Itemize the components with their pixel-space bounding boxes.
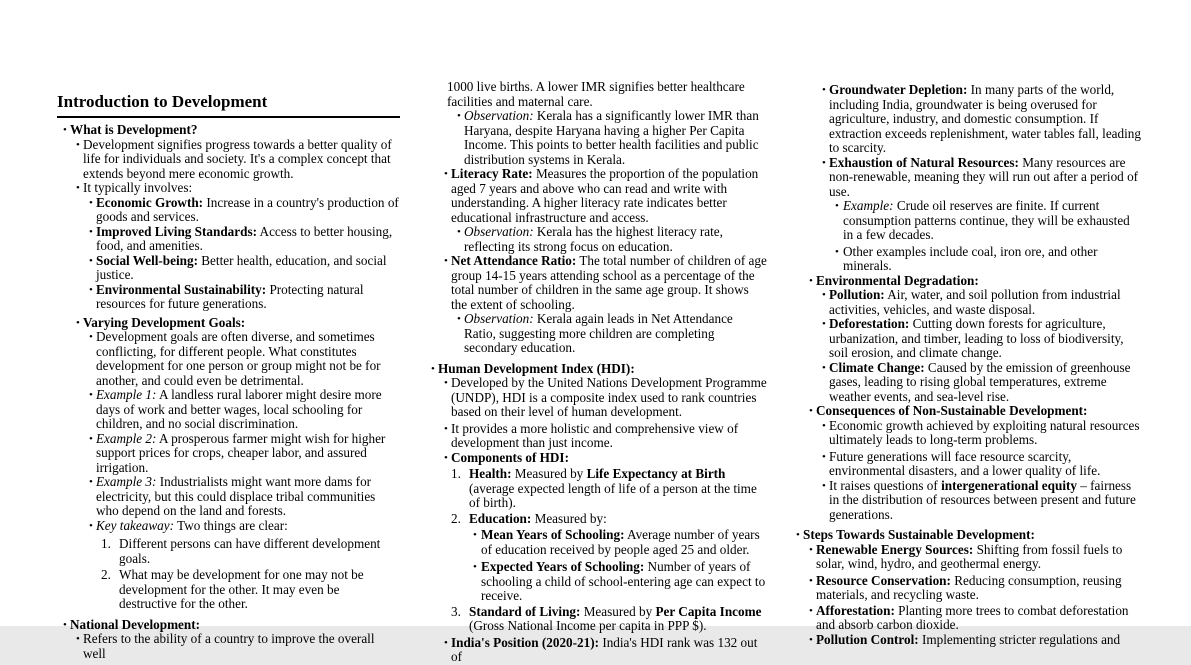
bullet-marker: • bbox=[822, 84, 826, 96]
bullet-marker: • bbox=[444, 636, 448, 649]
bullet-marker: • bbox=[89, 331, 93, 343]
bullet-marker: • bbox=[89, 389, 93, 401]
number-marker: 3. bbox=[451, 603, 461, 619]
list-item bbox=[57, 123, 400, 138]
list-item bbox=[57, 225, 400, 254]
list-item bbox=[57, 330, 400, 388]
list-item bbox=[790, 245, 1142, 274]
list-item bbox=[790, 83, 1142, 156]
text-run: Protecting natural resources for future generations. bbox=[96, 281, 364, 311]
column-right bbox=[790, 83, 1142, 647]
text-run: intergenerational equity bbox=[941, 477, 1077, 493]
list-item bbox=[425, 225, 767, 254]
text-run: Renewable Energy Sources: bbox=[816, 541, 974, 557]
bullet-marker: • bbox=[89, 432, 93, 445]
bullet-marker: • bbox=[473, 529, 477, 541]
list-item bbox=[57, 138, 400, 182]
list-item bbox=[425, 422, 767, 451]
text-run: Pollution Control: bbox=[816, 631, 919, 647]
list-item bbox=[57, 388, 400, 432]
bullet-marker: • bbox=[835, 245, 839, 258]
list-item bbox=[790, 156, 1142, 200]
bullet-marker: • bbox=[89, 196, 93, 209]
list-item bbox=[57, 316, 400, 331]
column-left-items bbox=[57, 123, 400, 661]
text-run: It provides a more holistic and comprehensive view of development than just income. bbox=[451, 420, 739, 450]
list-item bbox=[425, 254, 767, 312]
text-run: Social Well-being: bbox=[96, 252, 198, 268]
text-run: Improved Living Standards: bbox=[96, 223, 257, 239]
bullet-marker: • bbox=[822, 361, 826, 374]
bullet-marker: • bbox=[444, 377, 448, 389]
list-item bbox=[790, 199, 1142, 243]
text-run: Measures the proportion of the population aged 7 years and above who can read and write with understanding. A higher literacy rate indicates better educational infrastructure and access. bbox=[451, 166, 759, 225]
text-run: Components of HDI: bbox=[451, 449, 569, 465]
list-item bbox=[790, 479, 1142, 523]
text-run: It raises questions of bbox=[829, 477, 942, 493]
text-run: Refers to the ability of a country to improve the overall well bbox=[83, 631, 375, 661]
bullet-marker: • bbox=[457, 313, 461, 325]
list-item bbox=[425, 109, 767, 167]
text-run: Net Attendance Ratio: bbox=[451, 253, 577, 268]
text-run: Different persons can have different development goals. bbox=[119, 536, 381, 566]
list-item bbox=[57, 196, 400, 225]
text-run: India's HDI rank was 132 out of bbox=[451, 634, 758, 664]
text-run: Pollution: bbox=[829, 287, 885, 302]
text-run: Per Capita Income bbox=[655, 603, 762, 619]
list-item bbox=[790, 361, 1142, 405]
text-run: Observation: bbox=[464, 108, 534, 123]
list-item bbox=[425, 451, 767, 466]
text-run: (Gross National Income per capita in PPP $). bbox=[469, 618, 707, 633]
text-run: Shifting from fossil fuels to solar, wind, hydro, and geothermal energy. bbox=[816, 541, 1123, 571]
text-run: Expected Years of Schooling: bbox=[481, 559, 645, 574]
bullet-marker: • bbox=[457, 226, 461, 238]
text-run: Other examples include coal, iron ore, and other minerals. bbox=[843, 243, 1098, 273]
list-item bbox=[425, 467, 767, 511]
list-item bbox=[425, 362, 767, 377]
list-item bbox=[57, 537, 400, 566]
bullet-marker: • bbox=[822, 156, 826, 169]
text-run: Literacy Rate: bbox=[451, 166, 533, 181]
text-run: Environmental Degradation: bbox=[816, 272, 979, 288]
bullet-marker: • bbox=[809, 604, 813, 617]
column-right-items bbox=[790, 83, 1142, 647]
list-item bbox=[425, 80, 767, 109]
list-item bbox=[790, 450, 1142, 479]
bullet-marker: • bbox=[796, 529, 800, 541]
text-run: Health: bbox=[469, 466, 512, 481]
text-run: Education: bbox=[469, 510, 532, 526]
text-run: Deforestation: bbox=[829, 316, 910, 331]
number-marker: 2. bbox=[451, 510, 461, 526]
list-item bbox=[57, 519, 400, 534]
text-run: Resource Conservation: bbox=[816, 572, 951, 588]
list-item bbox=[57, 432, 400, 476]
number-marker: 1. bbox=[451, 466, 461, 481]
list-item bbox=[790, 543, 1142, 572]
text-run: The total number of children of age group 14-15 years attending school as a percentage of the total number of children in the same age group. It shows the extent of schooling. bbox=[451, 253, 767, 312]
bullet-marker: • bbox=[809, 405, 813, 417]
text-run: What is Development? bbox=[70, 122, 198, 137]
text-run: Reducing consumption, reusing materials, and recycling waste. bbox=[816, 572, 1122, 602]
text-run: Economic growth achieved by exploiting natural resources ultimately leads to long-term problems. bbox=[829, 417, 1140, 447]
list-item bbox=[425, 528, 767, 557]
text-run: Steps Towards Sustainable Development: bbox=[803, 527, 1035, 542]
bullet-marker: • bbox=[822, 479, 826, 492]
text-run: Two things are clear: bbox=[174, 517, 288, 533]
bullet-marker: • bbox=[431, 362, 435, 375]
list-item bbox=[425, 312, 767, 356]
text-run: Exhaustion of Natural Resources: bbox=[829, 154, 1019, 170]
text-run: Climate Change: bbox=[829, 359, 925, 375]
text-run: Human Development Index (HDI): bbox=[438, 360, 635, 376]
text-run: Observation: bbox=[464, 224, 534, 239]
text-run: Example 2: bbox=[96, 430, 157, 446]
bullet-marker: • bbox=[444, 255, 448, 267]
list-item bbox=[790, 404, 1142, 419]
text-run: Example: bbox=[843, 198, 894, 213]
text-run: Kerala has a significantly lower IMR than Haryana, despite Haryana having a higher Per Capita Income. This points to better health facilities and public distribution systems in Kerala. bbox=[464, 108, 759, 167]
list-item bbox=[425, 605, 767, 634]
text-run: Developed by the United Nations Development Programme (UNDP), HDI is a composite index used to rank countries based on their level of human development. bbox=[451, 375, 767, 419]
text-run: Observation: bbox=[464, 311, 534, 326]
list-item bbox=[57, 181, 400, 196]
bullet-marker: • bbox=[473, 561, 477, 573]
bullet-marker: • bbox=[76, 138, 80, 151]
text-run: Measured by bbox=[511, 466, 587, 481]
list-item bbox=[425, 560, 767, 604]
text-run: Kerala again leads in Net Attendance Ratio, suggesting more children are completing secondary education. bbox=[464, 311, 733, 355]
bullet-marker: • bbox=[444, 451, 448, 464]
text-run: Groundwater Depletion: bbox=[829, 82, 968, 97]
text-run: Key takeaway: bbox=[96, 517, 174, 533]
text-run: Caused by the emission of greenhouse gases, leading to rising global temperatures, extreme weather events, and sea-level rise. bbox=[829, 359, 1131, 404]
text-run: Future generations will face resource scarcity, environmental disasters, and a lower quality of life. bbox=[829, 448, 1101, 478]
list-item bbox=[790, 317, 1142, 361]
text-run: A landless rural laborer might desire more days of work and better wages, local schooling for children, and no social discrimination. bbox=[96, 387, 382, 431]
bullet-marker: • bbox=[76, 316, 80, 329]
bullet-marker: • bbox=[89, 225, 93, 238]
text-run: Mean Years of Schooling: bbox=[481, 527, 625, 542]
text-run: Life Expectancy at Birth bbox=[586, 466, 726, 481]
text-run: It typically involves: bbox=[83, 180, 193, 195]
bullet-marker: • bbox=[822, 289, 826, 301]
text-run: Many resources are non-renewable, meaning they will run out after a period of use. bbox=[829, 154, 1139, 199]
list-item bbox=[57, 632, 400, 661]
list-item bbox=[425, 167, 767, 225]
text-run: Example 1: bbox=[96, 387, 157, 402]
bullet-marker: • bbox=[444, 168, 448, 180]
text-run: India's Position (2020-21): bbox=[451, 634, 600, 650]
text-run: Varying Development Goals: bbox=[83, 314, 246, 330]
list-item bbox=[57, 254, 400, 283]
text-run: Economic Growth: bbox=[96, 194, 204, 210]
list-item bbox=[57, 283, 400, 312]
bullet-marker: • bbox=[835, 200, 839, 212]
text-run: What may be development for one may not be development for the other. It may even be destructive for the other. bbox=[119, 567, 364, 611]
column-middle-items bbox=[425, 80, 767, 665]
bullet-marker: • bbox=[809, 633, 813, 646]
heading-rule bbox=[57, 116, 400, 118]
list-item bbox=[790, 419, 1142, 448]
list-item bbox=[425, 636, 767, 665]
text-run: Development signifies progress towards a better quality of life for individuals and society. It's a complex concept that extends beyond mere economic growth. bbox=[83, 136, 392, 181]
bullet-marker: • bbox=[822, 419, 826, 432]
text-run: Cutting down forests for agriculture, urbanization, and timber, leading to loss of biodiversity, soil erosion, and climate change. bbox=[829, 316, 1124, 360]
bullet-marker: • bbox=[822, 318, 826, 330]
text-run: Access to better housing, food, and amenities. bbox=[96, 223, 393, 253]
text-run: Increase in a country's production of goods and services. bbox=[96, 194, 399, 224]
text-run: Air, water, and soil pollution from industrial activities, vehicles, and waste disposal. bbox=[829, 287, 1121, 317]
text-run: Kerala has the highest literacy rate, reflecting its strong focus on education. bbox=[464, 224, 723, 254]
bullet-marker: • bbox=[89, 254, 93, 267]
text-run: Better health, education, and social justice. bbox=[96, 252, 387, 282]
bullet-marker: • bbox=[76, 182, 80, 194]
bullet-marker: • bbox=[444, 422, 448, 435]
number-marker: 1. bbox=[101, 536, 111, 551]
text-run: Development goals are often diverse, and sometimes conflicting, for different people. What constitutes development for one person or group might not be for another, and could even be detrimental. bbox=[96, 329, 381, 388]
bullet-marker: • bbox=[457, 110, 461, 122]
text-run: Industrialists might want more dams for electricity, but this could displace tribal communities who depend on the land and forests. bbox=[96, 474, 376, 518]
list-item bbox=[425, 376, 767, 420]
number-marker: 2. bbox=[101, 567, 111, 582]
column-left bbox=[57, 80, 400, 661]
text-run: Implementing stricter regulations and bbox=[918, 631, 1121, 647]
bullet-marker: • bbox=[809, 543, 813, 556]
bullet-marker: • bbox=[76, 633, 80, 645]
text-run: Example 3: bbox=[96, 474, 157, 489]
list-item bbox=[790, 604, 1142, 633]
text-run: Environmental Sustainability: bbox=[96, 281, 267, 297]
list-item bbox=[425, 512, 767, 527]
list-item bbox=[57, 568, 400, 612]
text-run: Afforestation: bbox=[816, 602, 895, 618]
text-run: – fairness in the distribution of resources between present and future generations. bbox=[829, 477, 1136, 522]
bullet-marker: • bbox=[89, 283, 93, 296]
list-item bbox=[57, 475, 400, 519]
text-run: National Development: bbox=[70, 616, 201, 632]
text-run: Measured by bbox=[580, 603, 656, 619]
list-item bbox=[790, 288, 1142, 317]
list-item bbox=[790, 633, 1142, 648]
bullet-marker: • bbox=[89, 476, 93, 488]
list-item bbox=[790, 574, 1142, 603]
bullet-marker: • bbox=[89, 519, 93, 532]
bullet-marker: • bbox=[809, 274, 813, 287]
bullet-marker: • bbox=[809, 574, 813, 587]
section-heading: Introduction to Development bbox=[57, 92, 268, 111]
text-run: Average number of years of education received by people aged 25 and older. bbox=[481, 527, 760, 557]
text-run: Consequences of Non-Sustainable Development: bbox=[816, 403, 1088, 418]
bullet-marker: • bbox=[63, 618, 67, 631]
bullet-marker: • bbox=[63, 124, 67, 136]
text-run: Crude oil reserves are finite. If current consumption patterns continue, they will be exhausted in a few decades. bbox=[843, 198, 1130, 242]
list-item bbox=[57, 618, 400, 633]
list-item bbox=[790, 274, 1142, 289]
text-run: In many parts of the world, including India, groundwater is being overused for agriculture, industry, and domestic consumption. If extraction exceeds replenishment, water tables fall, leading to scarcity. bbox=[829, 82, 1141, 155]
text-run: Number of years of schooling a child of school-entering age can expect to receive. bbox=[481, 559, 766, 603]
text-run: 1000 live births. A lower IMR signifies better healthcare facilities and maternal care. bbox=[447, 79, 745, 109]
column-middle bbox=[425, 80, 767, 665]
text-run: Standard of Living: bbox=[469, 603, 581, 619]
text-run: (average expected length of life of a person at the time of birth). bbox=[469, 480, 757, 510]
text-run: Measured by: bbox=[531, 510, 607, 526]
list-item bbox=[790, 528, 1142, 543]
text-run: Planting more trees to combat deforestation and absorb carbon dioxide. bbox=[816, 602, 1129, 632]
bullet-marker: • bbox=[822, 450, 826, 463]
text-run: A prosperous farmer might wish for higher support prices for crops, cheaper labor, and assured irrigation. bbox=[96, 430, 386, 475]
